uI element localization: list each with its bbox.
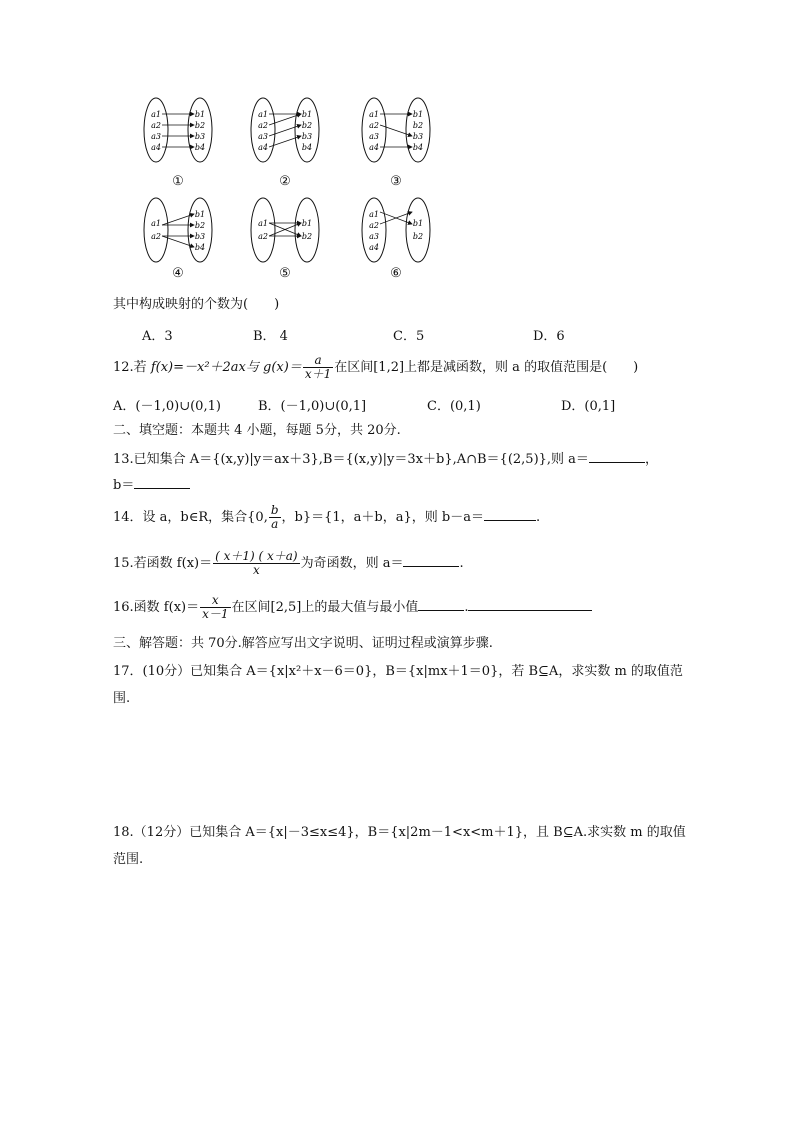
diagram-label-4: ④ bbox=[172, 266, 184, 281]
q17-line2: 围. bbox=[113, 691, 131, 706]
diagram-5-b-2: b2 bbox=[301, 232, 313, 241]
diagram-1-a-2: a2 bbox=[151, 121, 161, 130]
diagram-label-2: ② bbox=[279, 174, 291, 189]
diagram-5-a-2: a2 bbox=[258, 232, 268, 241]
q14-post: ，b}＝{1，a＋b，a}，则 b－a＝ bbox=[281, 510, 484, 525]
q11-stem: 其中构成映射的个数为( ) bbox=[113, 297, 280, 312]
q14-frac-num: b bbox=[270, 503, 279, 517]
q12-frac-num: a bbox=[303, 354, 333, 368]
q14-line bbox=[113, 498, 540, 538]
q13-text: 13.已知集合 A＝{(x,y)|y＝ax＋3},B＝{(x,y)|y＝3x＋b},A∩B＝{(2,5)},则 a＝ bbox=[113, 452, 589, 467]
diagram-2-a-4: a4 bbox=[258, 143, 268, 152]
diagram-2-a-2: a2 bbox=[258, 121, 268, 130]
diagram-1 bbox=[144, 98, 212, 162]
q13-line2 bbox=[113, 476, 190, 495]
q15-pre: 15.若函数 f(x)＝ bbox=[113, 556, 213, 571]
diagram-3-b-4: b4 bbox=[412, 143, 424, 152]
diagram-6-b-1: b1 bbox=[412, 219, 424, 228]
diagram-3-a-2: a2 bbox=[369, 121, 379, 130]
diagram-1-b-3: b3 bbox=[194, 132, 206, 141]
q15-fraction bbox=[213, 550, 300, 577]
q12-option-a: A．(－1,0)∪(0,1) bbox=[113, 399, 221, 414]
q11-option-a: A．3 bbox=[142, 329, 173, 344]
q14-pre: 14．设 a，b∈R，集合{0, bbox=[113, 510, 268, 525]
diagram-6-a-2: a2 bbox=[369, 221, 379, 230]
q12-frac-den: x＋1 bbox=[304, 367, 332, 381]
diagram-3-a-1: a1 bbox=[369, 110, 379, 119]
q12-option-b: B．(－1,0)∪(0,1] bbox=[258, 399, 367, 414]
diagram-label-1: ① bbox=[172, 174, 184, 189]
q12-prefix: 12.若 bbox=[113, 360, 151, 375]
diagram-3-a-3: a3 bbox=[369, 132, 379, 141]
q14-end: . bbox=[535, 510, 541, 525]
diagram-3-b-2: b2 bbox=[412, 121, 424, 130]
diagram-3 bbox=[362, 98, 430, 162]
diagram-6-a-4: a4 bbox=[369, 243, 379, 252]
q12-fraction bbox=[303, 354, 333, 381]
q12-option-d: D．(0,1] bbox=[561, 399, 616, 414]
q16-post: 在区间[2,5]上的最大值与最小值 bbox=[231, 600, 419, 615]
diagram-2-a-1: a1 bbox=[258, 110, 268, 119]
diagram-1-b-1: b1 bbox=[194, 110, 206, 119]
diagram-4-a-1: a1 bbox=[151, 219, 161, 228]
section-3-heading: 三、解答题：共 70分.解答应写出文字说明、证明过程或演算步骤. bbox=[113, 636, 493, 651]
q14-fraction bbox=[269, 504, 281, 531]
mapping-diagrams bbox=[130, 90, 450, 290]
q13-blank-b bbox=[134, 476, 190, 489]
diagram-4-a-2: a2 bbox=[151, 232, 161, 241]
q16-pre: 16.函数 f(x)＝ bbox=[113, 600, 200, 615]
diagram-2-b-4: b4 bbox=[301, 143, 313, 152]
q15-post: 为奇函数，则 a＝ bbox=[300, 556, 404, 571]
diagram-4-b-2: b2 bbox=[194, 221, 206, 230]
q15-frac-num: ( x＋1) ( x＋a) bbox=[215, 549, 298, 563]
q16-blank-2 bbox=[468, 598, 592, 611]
q12-line bbox=[113, 354, 638, 382]
diagram-4 bbox=[144, 198, 212, 262]
diagram-label-3: ③ bbox=[390, 174, 402, 189]
q14-blank bbox=[484, 508, 536, 521]
diagram-2-b-1: b1 bbox=[301, 110, 313, 119]
diagram-3-b-1: b1 bbox=[412, 110, 424, 119]
diagram-1-b-4: b4 bbox=[194, 143, 206, 152]
diagram-6-b-2: b2 bbox=[412, 232, 424, 241]
diagram-3-a-4: a4 bbox=[369, 143, 379, 152]
q14-frac-den: a bbox=[271, 517, 279, 531]
diagram-3-b-3: b3 bbox=[412, 132, 424, 141]
diagram-5-a-1: a1 bbox=[258, 219, 268, 228]
q18-line2: 范围. bbox=[113, 852, 144, 867]
diagram-2-b-3: b3 bbox=[301, 132, 313, 141]
diagram-1-a-1: a1 bbox=[151, 110, 161, 119]
diagram-2-b-2: b2 bbox=[301, 121, 313, 130]
diagram-2 bbox=[251, 98, 319, 162]
diagram-label-5: ⑤ bbox=[279, 266, 291, 281]
diagram-5-b-1: b1 bbox=[301, 219, 313, 228]
q16-line bbox=[113, 588, 592, 628]
diagram-6 bbox=[362, 198, 430, 262]
q17-line1: 17．(10分）已知集合 A＝{x|x²＋x－6＝0}，B＝{x|mx＋1＝0}，若 B⊆A，求实数 m 的取值范 bbox=[113, 664, 683, 679]
q18-line1: 18.（12分）已知集合 A＝{x|－3≤x≤4}，B＝{x|2m－1<x<m＋1}，且 B⊆A.求实数 m 的取值 bbox=[113, 825, 686, 840]
q11-option-d: D．6 bbox=[533, 329, 565, 344]
diagram-1-b-2: b2 bbox=[194, 121, 206, 130]
diagram-1-a-4: a4 bbox=[151, 143, 161, 152]
q13-comma: ， bbox=[644, 452, 658, 467]
diagram-5 bbox=[251, 198, 319, 262]
diagram-6-a-1: a1 bbox=[369, 210, 379, 219]
diagram-1-a-3: a3 bbox=[151, 132, 161, 141]
q12-suffix: 在区间[1,2]上都是减函数，则 a 的取值范围是( ) bbox=[334, 360, 639, 375]
diagram-label-6: ⑥ bbox=[390, 266, 402, 281]
q15-blank bbox=[403, 554, 459, 567]
diagram-2-a-3: a3 bbox=[258, 132, 268, 141]
diagram-4-b-4: b4 bbox=[194, 243, 206, 252]
diagram-6-a-3: a3 bbox=[369, 232, 379, 241]
q16-mid: . bbox=[464, 600, 469, 615]
q11-option-c: C．5 bbox=[393, 329, 425, 344]
section-2-heading: 二、填空题：本题共 4 小题，每题 5分，共 20分. bbox=[113, 423, 401, 438]
q15-line bbox=[113, 544, 464, 584]
q16-blank-1 bbox=[418, 598, 464, 611]
q15-frac-den: x bbox=[252, 563, 260, 577]
q13-line1 bbox=[113, 450, 658, 469]
q13-b-label: b＝ bbox=[113, 478, 135, 493]
diagram-4-b-1: b1 bbox=[194, 210, 206, 219]
q16-frac-num: x bbox=[200, 594, 230, 608]
q15-end: . bbox=[459, 556, 464, 571]
q16-fraction bbox=[200, 594, 230, 621]
q12-option-c: C．(0,1) bbox=[427, 399, 481, 414]
q16-frac-den: x－1 bbox=[202, 607, 229, 621]
diagram-4-b-3: b3 bbox=[194, 232, 206, 241]
q13-blank-a bbox=[589, 450, 645, 463]
q11-option-b: B． 4 bbox=[253, 329, 288, 344]
q12-functions: f(x)=－x²＋2ax与 g(x)＝ bbox=[150, 360, 302, 375]
